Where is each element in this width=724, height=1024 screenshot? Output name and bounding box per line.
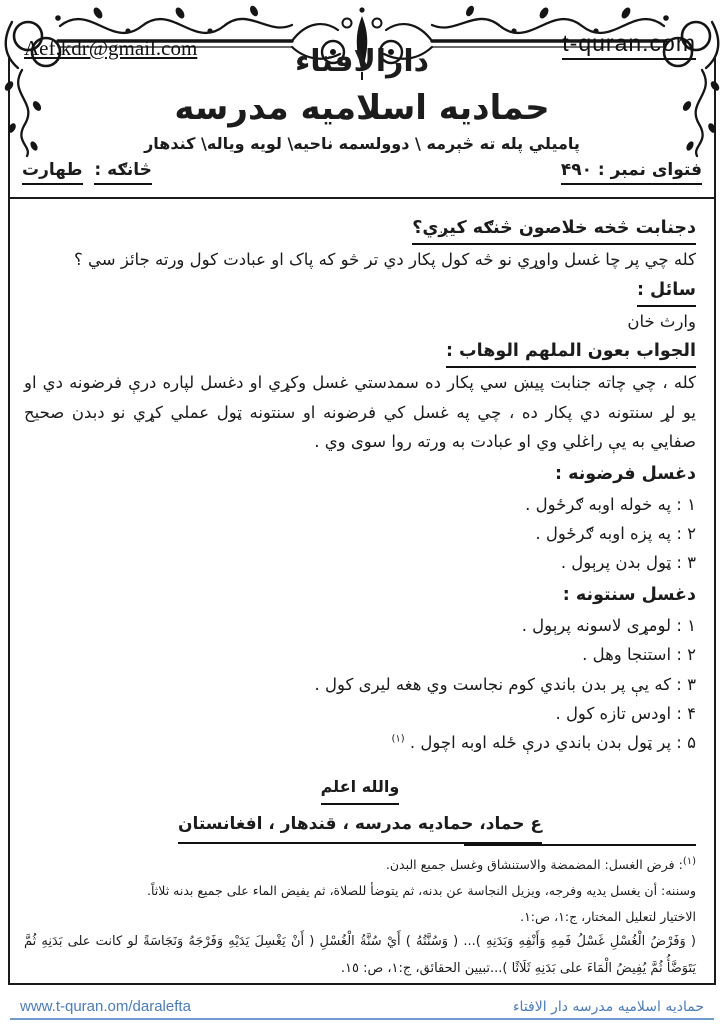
farz-item-1: ۱ : په خوله اوبه ګرځول .: [525, 494, 696, 514]
footnote-source-1: الاختيار لتعليل المختار، ج:١، ص:١.: [520, 908, 696, 924]
farz-item-3: ۳ : ټول بدن پرېول .: [560, 553, 696, 573]
fatwa-number: فتوای نمبر : ۴۹۰: [561, 160, 702, 185]
website-link[interactable]: t-quran.com: [562, 30, 696, 60]
signature-allahu-alam: والله اعلم: [321, 773, 400, 805]
fatwa-body: [8, 197, 716, 985]
sunnat-list-heading: دغسل سنتونه :: [562, 584, 696, 605]
category-row: [22, 160, 152, 185]
footnotes-section: [24, 844, 696, 982]
footnote-reference-mark: (۱): [391, 733, 405, 745]
sunnat-item-5: ۵ : پر ټول بدن باندي درې ځله اوبه اچول . $^{(۱)}$: [391, 733, 696, 753]
sunnat-item-1: ۱ : لومړی لاسونه پرېول .: [521, 615, 696, 635]
footnote-line-1: $^{(١)}$: فرض الغسل: المضمضة والاستنشاق وغسل جميع البدن.: [385, 856, 696, 873]
category-label: څانګه :: [94, 160, 151, 185]
answer-intro: کله ، چي چاته جنابت پیښ سي پکار ده سمدستي غسل وکړي او دغسل لپاره درې فرضونه دي او یو لړ سنتونه دي پکار ده ، چي په غسل کي فرضونه او سنتونه ټول عملي کړي نو دبدن صحیح صفایي به یې راغلي وي او عبادت به ورته روا سوی وي .: [24, 373, 696, 452]
signature-block: [24, 772, 696, 845]
footer-url-link[interactable]: www.t-quran.om/daralefta: [20, 998, 191, 1015]
category-value: طهارت: [22, 160, 83, 185]
sunnat-item-4: ۴ : اودس تازه کول .: [555, 703, 696, 723]
asker-name: وارث خان: [627, 311, 696, 331]
org-title-darul-ifta: دارالافتاء: [294, 44, 430, 79]
org-address: پامیلي پله ته څېرمه \ دوولسمه ناحیه\ لویه ویاله\ کندهار: [144, 134, 580, 153]
footnote-separator: [464, 844, 696, 846]
letterhead: [0, 0, 724, 197]
footer-org-text: حماديه اسلاميه مدرسه دار الافتاء: [512, 999, 704, 1015]
footnote-arabic-quote: ( وَفَرْضُ الْغُسْلِ غَسْلُ فَمِهِ وَأَنْفِهِ وَبَدَنِهِ )... ( وَسُنَّتُهُ ) أَيْ سُنَّةُ الْغُسْلِ ( أَنْ يَغْسِلَ يَدَيْهِ وَفَرْجَهُ وَنَجَاسَةً لو كانت على بَدَنِهِ ثُمَّ يَتَوَضَّأُ ثُمَّ يُفِيضُ الْمَاءَ على بَدَنِهِ ثَلَاثًا )...تبيين الحقائق، ج:١، ص: ١٥.: [24, 934, 696, 977]
footnote-line-2: وسننه: أن يغسل يديه وفرجه، ويزيل النجاسة عن بدنه، ثم يتوضأ للصلاة، ثم يفيض الماء على جميع بدنه ثلاثاً.: [146, 883, 696, 899]
sunnat-item-3: ۳ : که یې پر بدن باندي کوم نجاست وي هغه لیری کول .: [314, 674, 696, 694]
farz-list-heading: دغسل فرضونه :: [555, 463, 696, 484]
question-heading: دجنابت څخه خلاصون څنګه کیږي؟: [24, 213, 696, 245]
signature-mufti: ع حماد، حمادیه مدرسه ، قندهار ، افغانستان: [178, 809, 542, 844]
org-title-madrasa: حماديه اسلاميه مدرسه: [174, 88, 550, 128]
sunnat-item-2: ۲ : استنجا وهل .: [582, 645, 696, 665]
email-link[interactable]: Aef.kdr@gmail.com: [24, 36, 198, 60]
page-footer: [10, 990, 714, 1020]
asker-label: سائل :: [24, 275, 696, 307]
answer-heading: الجواب بعون الملهم الوهاب :: [24, 336, 696, 368]
footnote-marker: (١): [682, 856, 696, 868]
question-text: کله چي پر چا غسل واوړي نو څه کول پکار دي تر څو که پاک او عبادت کول ورته جائز سي ؟: [74, 250, 696, 270]
farz-item-2: ۲ : په پزه اوبه ګرځول .: [535, 524, 696, 544]
